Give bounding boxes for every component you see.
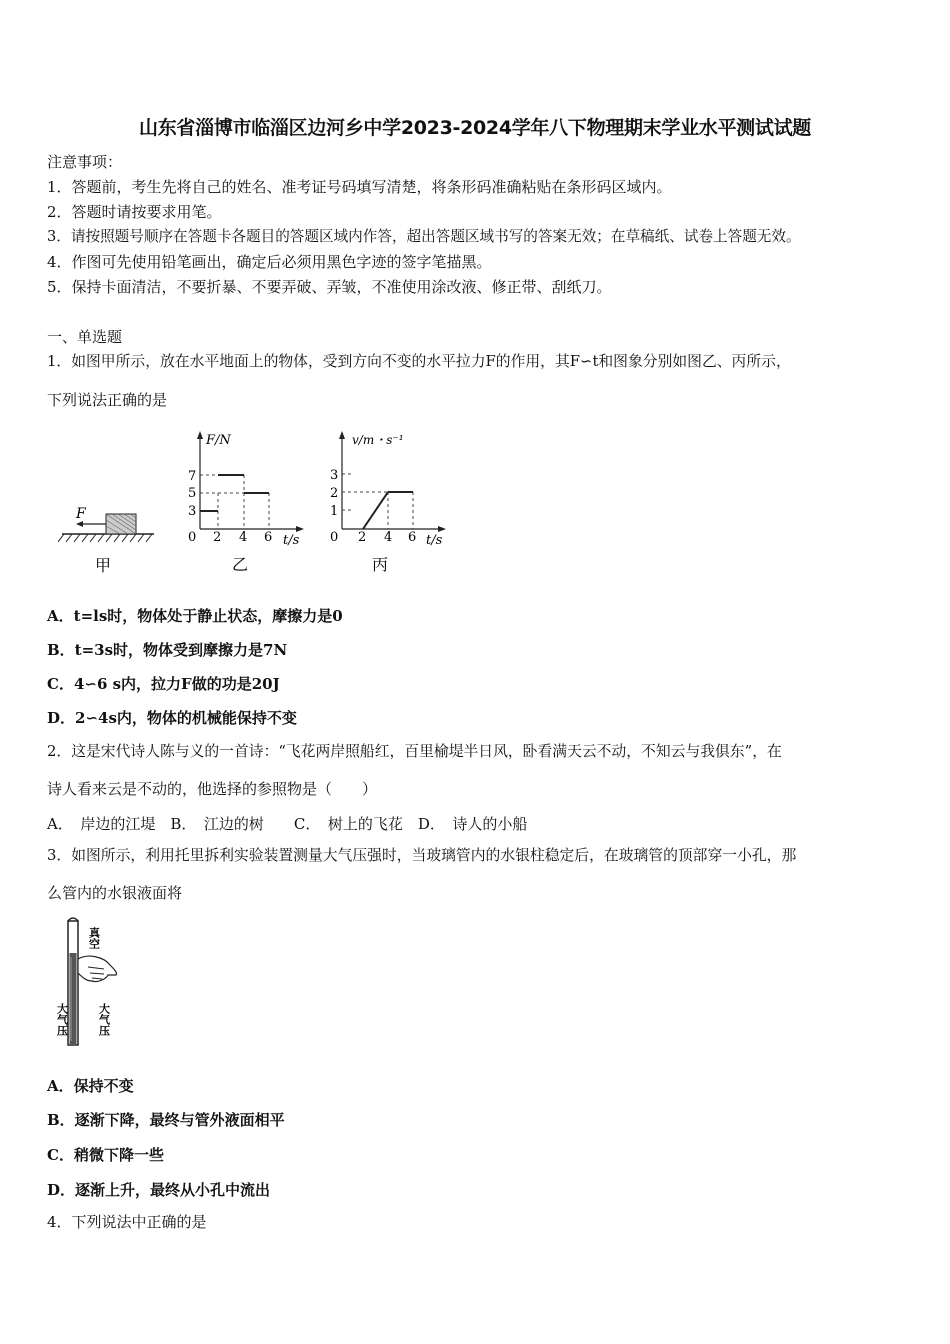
q1-stem-line2: 下列说法正确的是 [47,391,168,409]
bing-y-tick: 3 [330,468,339,483]
yi-y-tick: 5 [188,486,197,501]
q3-stem-line2: 么管内的水银液面将 [47,884,183,902]
yi-origin: 0 [188,530,197,545]
yi-y-axis-label: F/N [206,433,231,448]
pressure-label-right: 大气压 [97,1003,111,1036]
vacuum-label: 真空 [87,927,101,949]
figure-label-jia: 甲 [95,556,112,575]
q1-option-c: C．4∽6 s内，拉力F做的功是20J [47,675,280,693]
q3-stem-line1: 3．如图所示，利用托里拆利实验装置测量大气压强时，当玻璃管内的水银柱稳定后，在玻璃管的顶部穿一小孔，那 [47,847,797,864]
notice-item: 1．答题前，考生先将自己的姓名、准考证号码填写清楚，将条形码准确粘贴在条形码区域内。 [47,178,672,196]
q3-torricelli-figure [48,913,128,1048]
page-title: 山东省淄博市临淄区边河乡中学2023-2024学年八下物理期末学业水平测试试题 [139,117,811,139]
q2-options: A． 岸边的江堤 B． 江边的树 C． 树上的飞花 D． 诗人的小船 [47,815,528,833]
q1-stem-line1: 1．如图甲所示，放在水平地面上的物体，受到方向不变的水平拉力F的作用，其F∽t和图象分别如图乙、丙所示， [47,353,791,370]
q2-stem-line2: 诗人看来云是不动的，他选择的参照物是（ ） [47,780,378,798]
notice-item: 4．作图可先使用铅笔画出，确定后必须用黑色字迹的签字笔描黑。 [47,253,492,271]
yi-x-tick: 2 [213,530,222,545]
q2-stem-line1: 2．这是宋代诗人陈与义的一首诗：“飞花两岸照船红，百里榆堤半日风，卧看满天云不动，不知云与我俱东”，在 [47,743,782,760]
q3-option-d: D．逐渐上升，最终从小孔中流出 [47,1181,271,1199]
bing-origin: 0 [330,530,339,545]
yi-y-tick: 7 [188,469,197,484]
bing-y-tick: 1 [330,504,339,519]
notice-item: 2．答题时请按要求用笔。 [47,203,222,221]
notice-item: 5．保持卡面清洁，不要折暴、不要弄破、弄皱，不准使用涂改液、修正带、刮纸刀。 [47,278,612,296]
section-title: 一、单选题 [47,328,123,346]
q1-figure-bing [322,428,457,578]
bing-x-tick: 2 [358,530,367,545]
bing-x-axis-label: t/s [426,533,443,548]
q3-option-a: A．保持不变 [47,1077,134,1095]
yi-x-tick: 6 [264,530,273,545]
figure-label-yi: 乙 [232,555,249,574]
q1-figure-yi [180,428,315,578]
bing-y-tick: 2 [330,486,339,501]
bing-x-tick: 4 [384,530,393,545]
q3-option-c: C．稍微下降一些 [47,1146,164,1164]
q1-option-d: D．2∽4s内，物体的机械能保持不变 [47,709,297,727]
bing-x-tick: 6 [408,530,417,545]
q3-option-b: B．逐渐下降，最终与管外液面相平 [47,1111,285,1129]
yi-x-axis-label: t/s [283,533,300,548]
q4-stem: 4．下列说法中正确的是 [47,1213,207,1231]
q1-option-b: B．t=3s时，物体受到摩擦力是7N [47,641,288,659]
pressure-label-left: 大气压 [55,1003,69,1036]
force-label: F [76,506,86,522]
yi-y-tick: 3 [188,504,197,519]
yi-x-tick: 4 [239,530,248,545]
bing-y-axis-label: v/m・s⁻¹ [352,433,404,447]
notice-heading: 注意事项： [47,153,123,171]
figure-label-bing: 丙 [372,555,389,574]
q1-option-a: A．t=ls时，物体处于静止状态，摩擦力是0 [47,607,343,625]
q1-figure-jia [58,498,158,578]
notice-item: 3．请按照题号顺序在答题卡各题目的答题区域内作答，超出答题区域书写的答案无效；在草稿纸、试卷上答题无效。 [47,228,801,245]
